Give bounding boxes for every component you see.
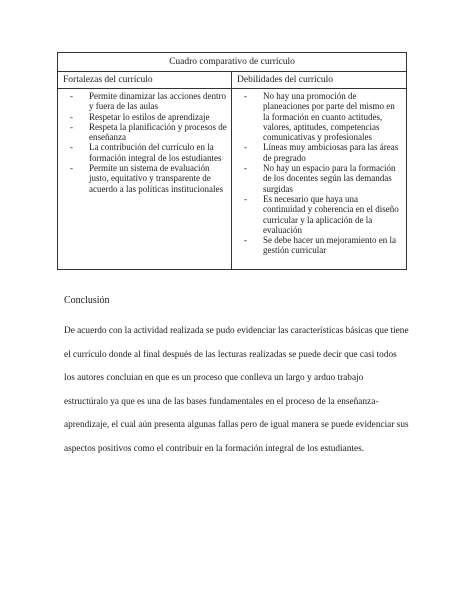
comparison-table [57, 52, 407, 270]
weaknesses-list [232, 89, 406, 256]
list-item: - Es necesario que haya una continuidad y coherencia en el diseño curricular y la aplicación de la evaluación [242, 194, 402, 235]
list-item: - Respetar lo estilos de aprendizaje [68, 112, 227, 122]
strengths-list [58, 89, 231, 194]
list-item: - Se debe hacer un mejoramiento en la gestión curricular [242, 235, 402, 256]
table-title: Cuadro comparativo de currículo [58, 53, 406, 72]
table-header-row [58, 72, 406, 89]
conclusion-paragraph: De acuerdo con la actividad realizada se pudo evidenciar las características básicas que tiene el currículo donde al final después de las lecturas realizadas se puede decir que casi todos los autores concluian en que es un proceso que conlleva un largo y arduo trabajo estructúralo ya que es una de las bases fundamentales en el proceso de la enseñanza-aprendizaje, el cual aún presenta algunas fallas pero de igual manera se puede evidenciar sus aspectos positivos como el contribuir en la formación integral de los estudiantes. [64, 326, 409, 454]
list-item: - Líneas muy ambiciosas para las áreas de pregrado [242, 142, 402, 163]
list-item: - No hay un espacio para la formación de los docentes según las demandas surgidas [242, 163, 402, 194]
table-body-row [58, 89, 406, 269]
list-item: - Respeta la planificación y procesos de enseñanza [68, 122, 227, 143]
weaknesses-header: Debilidades del currículo [237, 75, 334, 85]
strengths-cell [58, 89, 232, 269]
conclusion-heading: Conclusión [64, 295, 110, 306]
list-item: - Permite un sistema de evaluación justo, equitativo y transparente de acuerdo a las políticas institucionales [68, 163, 227, 194]
strengths-header: Fortalezas del currículo [58, 72, 232, 88]
list-item: - No hay una promoción de planeaciones por parte del mismo en la formación en cuanto actitudes, valores, aptitudes, competencias comunicativas y profesionales [242, 91, 402, 142]
list-item: - La contribución del currículo en la formación integral de los estudiantes [68, 142, 227, 163]
list-item: - Permite dinamizar las acciones dentro y fuera de las aulas [68, 91, 227, 112]
weaknesses-cell [232, 89, 406, 269]
